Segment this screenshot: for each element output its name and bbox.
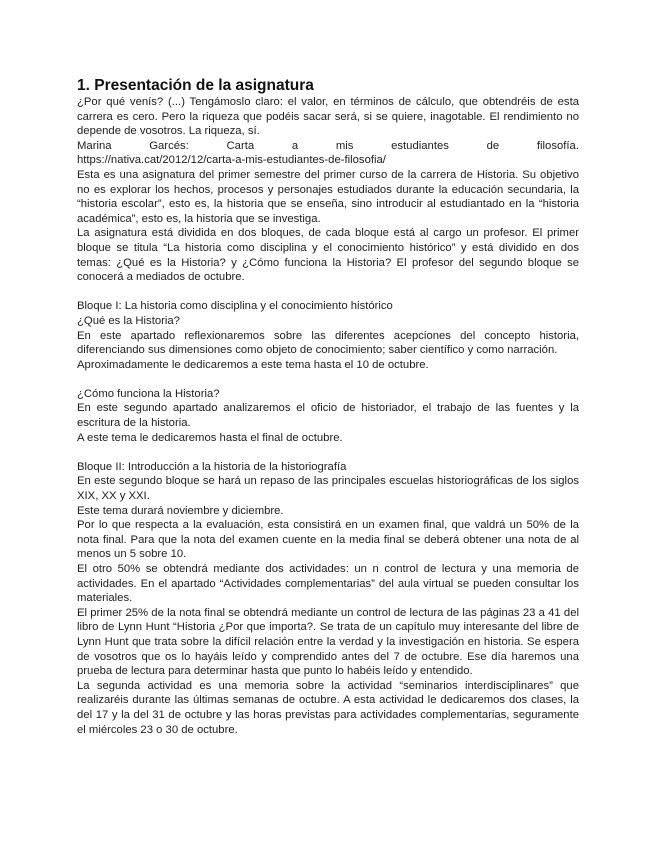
attribution-word: mis xyxy=(335,139,354,152)
quote-attribution xyxy=(77,139,579,154)
attribution-word: a xyxy=(291,139,299,152)
attribution-word: Marina xyxy=(77,139,112,152)
attribution-url: https://nativa.cat/2012/12/carta-a-mis-estudiantes-de-filosofia/ xyxy=(77,154,386,167)
spacer xyxy=(77,372,579,387)
topic1-time: Aproximadamente le dedicaremos a este tema hasta el 10 de octubre. xyxy=(77,358,429,371)
spacer xyxy=(77,445,579,460)
evaluation-paragraph: La segunda actividad es una memoria sobre la actividad “seminarios interdisciplinares” que realizaréis durante las últimas semanas de octubre. A esta actividad le dedicaremos dos clases, la del 17 y la del 31 de octubre y las horas previstas para actividades complementarias, seguramente el miércoles 23 o 30 de octubre. xyxy=(77,679,579,736)
evaluation-paragraph: El primer 25% de la nota final se obtendrá mediante un control de lectura de las páginas 23 a 41 del libro de Lynn Hunt “Historia ¿Por que importa?. Se trata de un capítulo muy interesante del libre de Lynn Hunt que trata sobre la difícil relación entre la verdad y la investigación en historia. Se espera de vosotros que os lo hayáis leído y comprendido antes del 7 de octubre. Ese día haremos una prueba de lectura para determinar hasta que punto lo habéis leído y entendido. xyxy=(77,606,579,678)
section-heading: 1. Presentación de la asignatura xyxy=(77,77,314,94)
topic2-time: A este tema le dedicaremos hasta el final de octubre. xyxy=(77,431,343,444)
topic1-text: En este apartado reflexionaremos sobre las diferentes acepciones del concepto historia, diferenciando sus dimensiones como objeto de conocimiento; saber científico y como narración. xyxy=(77,329,579,357)
topic2-text: En este segundo apartado analizaremos el oficio de historiador, el trabajo de las fuentes y la escritura de la historia. xyxy=(77,402,579,430)
attribution-word: estudiantes xyxy=(391,139,449,152)
evaluation-paragraph: El otro 50% se obtendrá mediante dos actividades: un n control de lectura y una memoria de actividades. En el apartado “Actividades complementarias” del aula virtual se pueden consultar los materiales. xyxy=(77,563,579,605)
block1-title: Bloque I: La historia como disciplina y el conocimiento histórico xyxy=(77,300,393,313)
block2-title: Bloque II: Introducción a la historia de la historiografía xyxy=(77,460,347,473)
attribution-word: filosofía. xyxy=(536,139,579,152)
intro-paragraph: Esta es una asignatura del primer semestre del primer curso de la carrera de Historia. Su objetivo no es explorar los hechos, procesos y personajes estudiados durante la educación secundaria, la “historia escolar”, esto es, la historia que se enseña, sino introducir al estudiantado en la “historia académica”, esto es, la historia que se investiga. xyxy=(77,168,579,225)
topic2-title: ¿Cómo funciona la Historia? xyxy=(77,387,220,400)
attribution-word: Carta xyxy=(226,139,255,152)
attribution-word: de xyxy=(486,139,500,152)
block2-text: En este segundo bloque se hará un repaso de las principales escuelas historiográficas de los siglos XIX, XX y XXI. xyxy=(77,475,579,503)
block2-time: Este tema durará noviembre y diciembre. xyxy=(77,504,284,517)
structure-paragraph: La asignatura está dividida en dos bloques, de cada bloque está al cargo un profesor. El primer bloque se titula “La historia como disciplina y el conocimiento histórico” y está dividido en dos temas: ¿Qué es la Historia? y ¿Cómo funciona la Historia? El profesor del segundo bloque se conocerá a mediados de octubre. xyxy=(77,227,579,284)
quote-paragraph: ¿Por qué venís? (...) Tengámoslo claro: el valor, en términos de cálculo, que obtendréis de esta carrera es cero. Pero la riqueza que podéis sacar será, si se quiere, inagotable. El rendimiento no depende de vosotros. La riqueza, sí. xyxy=(77,96,579,138)
document-page xyxy=(77,76,579,737)
spacer xyxy=(77,285,579,300)
attribution-word: Garcés: xyxy=(149,139,189,152)
evaluation-paragraph: Por lo que respecta a la evaluación, esta consistirá en un examen final, que valdrá un 50% de la nota final. Para que la nota del examen cuente en la media final se deberá obtener una nota de al menos un 5 sobre 10. xyxy=(77,519,579,561)
topic1-title: ¿Qué es la Historia? xyxy=(77,314,180,327)
